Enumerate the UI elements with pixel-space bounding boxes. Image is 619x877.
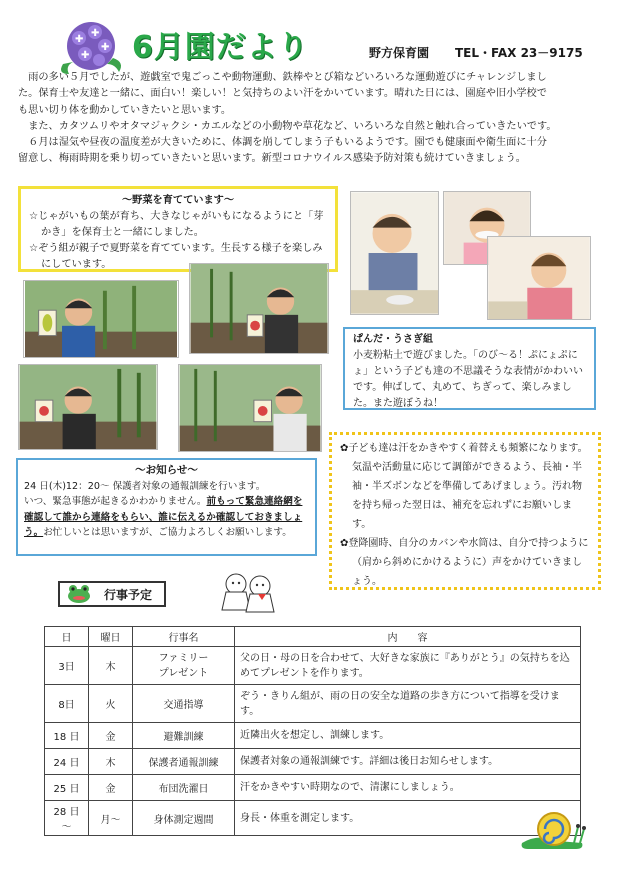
cell-event: 身体測定週間 [133, 801, 235, 836]
hydrangea-icon [55, 18, 127, 78]
photo-clay-play-3 [487, 236, 591, 320]
notice-warning: いつ、緊急事態が起きるかわかりません。 [24, 496, 207, 507]
cell-event: 保護者通報訓練 [133, 749, 235, 775]
col-header-weekday: 曜日 [89, 627, 133, 647]
intro-line: た。保育士や友達と一緒に、面白い！楽しい！と気持ちのよい汗をかいています。晴れた日には、園庭や旧小学校で [18, 88, 547, 100]
intro-line: も思い切り体を動かしていきたいと思います。 [18, 104, 232, 116]
cell-event: 布団洗濯日 [133, 775, 235, 801]
cell-day: 24 日 [45, 749, 89, 775]
cell-weekday: 金 [89, 723, 133, 749]
notice-emphasis: 前もって緊急連絡網を確認して誰から連絡をもらい、誰に伝えるか確認しておきましょう。 [24, 496, 303, 538]
col-header-event: 行事名 [133, 627, 235, 647]
cell-event: ファミリー プレゼント [133, 647, 235, 685]
cell-content: 父の日・母の日を合わせて、大好きな家族に『ありがとう』の気持ちを込めてプレゼントを作ります。 [235, 647, 581, 685]
col-header-day: 日 [45, 627, 89, 647]
tel-fax: TEL・FAX 23－9175 [455, 46, 583, 60]
photo-child-vegetable-2 [189, 263, 329, 354]
photo-clay-play-1 [350, 191, 439, 315]
cell-content: 近隣出火を想定し、訓練します。 [235, 723, 581, 749]
vegetables-item: ☆ぞう組が親子で夏野菜を育てています。生長する様子を楽しみにしています。 [29, 243, 323, 270]
table-row [45, 647, 581, 685]
intro-line: 雨の多い５月でしたが、遊戯室で鬼ごっこや動物運動、鉄棒やとび箱などいろいろな運動遊びにチャレンジしまし [28, 72, 547, 83]
cell-content: ぞう・きりん組が、雨の日の安全な道路の歩き方について指導を受けます。 [235, 685, 581, 723]
table-row [45, 685, 581, 723]
notice-body [24, 494, 309, 541]
cell-weekday: 木 [89, 749, 133, 775]
svg-text:✚: ✚ [81, 50, 90, 61]
photo-child-vegetable-3 [18, 364, 158, 450]
vegetables-box [18, 186, 338, 272]
health-box [329, 432, 601, 590]
cell-day: 25 日 [45, 775, 89, 801]
photo-child-vegetable-1 [23, 280, 179, 358]
photo-child-vegetable-4 [178, 364, 322, 452]
table-header-row [45, 627, 581, 647]
panda-usagi-box [343, 327, 596, 410]
table-row [45, 749, 581, 775]
frog-icon [66, 584, 92, 604]
snail-icon [518, 803, 588, 853]
cell-content: 汗をかきやすい時期なので、清潔にしましょう。 [235, 775, 581, 801]
cell-weekday: 火 [89, 685, 133, 723]
page-title: 6月園だより [132, 30, 309, 65]
health-item: ✿子ども達は汗をかきやすく着替えも頻繁になります。気温や活動量に応じて調節ができるよう、長袖・半袖・半ズボンなどを準備してあげましょう。汚れ物を持ち帰った翌日は、補充を忘れずにお願いします。 [340, 443, 588, 530]
svg-text:✚: ✚ [91, 28, 100, 39]
school-name: 野方保育園 [369, 46, 430, 60]
cell-day: 3日 [45, 647, 89, 685]
health-item: ✿登降園時、自分のカバンや水筒は、自分で持つように（肩から斜めにかけるように）声をかけていきましょう。 [340, 538, 589, 587]
cell-day: 18 日 [45, 723, 89, 749]
intro-text [18, 70, 606, 168]
cell-event: 避難訓練 [133, 723, 235, 749]
schedule-title: 行事予定 [104, 587, 153, 602]
cell-weekday: 木 [89, 647, 133, 685]
vegetables-item: ☆じゃがいもの葉が育ち、大きなじゃがいもになるようにと「芽かき」を保育士と一緒にしました。 [29, 211, 324, 238]
cell-day: 8日 [45, 685, 89, 723]
vegetables-title: ～野菜を育てています～ [121, 195, 235, 206]
intro-line: また、カタツムリやオタマジャクシ・カエルなどの小動物や草花など、いろいろな自然と触れ合っていきたいです。 [28, 120, 557, 132]
notice-request: お忙しいとは思いますが、ご協力よろしくお願いします。 [43, 527, 292, 538]
cell-event: 交通指導 [133, 685, 235, 723]
intro-line: ６月は湿気や昼夜の温度差が大きいために、体調を崩してしまう子もいるようです。園でも健康面や衛生面に十分 [28, 137, 547, 149]
cell-day: 28 日～ [45, 801, 89, 836]
teru-teru-bozu-icon [218, 570, 278, 618]
notice-box [16, 458, 317, 556]
table-row [45, 801, 581, 836]
schedule-title-box [58, 581, 166, 607]
svg-text:✚: ✚ [75, 34, 84, 45]
cell-content: 身長・体重を測定します。 [235, 801, 581, 836]
panda-usagi-text: 小麦粉粘土で遊びました。「のび～る！ぷにょぷにょ」という子ども達の不思議そうな表情がかわいいです。伸ばして、丸めて、ちぎって、楽しみました。また遊ぼうね！ [353, 350, 583, 409]
cell-weekday: 金 [89, 775, 133, 801]
cell-content: 保護者対象の通報訓練です。詳細は後日お知らせします。 [235, 749, 581, 775]
schedule-table [44, 626, 581, 836]
table-row [45, 775, 581, 801]
col-header-content: 内 容 [235, 627, 581, 647]
notice-date-line: 24 日(木)12：20～ 保護者対象の通報訓練を行います。 [24, 480, 266, 492]
panda-usagi-title: ぱんだ・うさぎ組 [353, 334, 433, 345]
svg-text:✚: ✚ [101, 42, 110, 53]
table-row [45, 723, 581, 749]
cell-weekday: 月～ [89, 801, 133, 836]
intro-line: 留意し、梅雨時期を乗り切っていきたいと思います。新型コロナウイルス感染予防対策も続けていきましょう。 [18, 153, 526, 165]
notice-title: ～お知らせ～ [135, 464, 198, 476]
